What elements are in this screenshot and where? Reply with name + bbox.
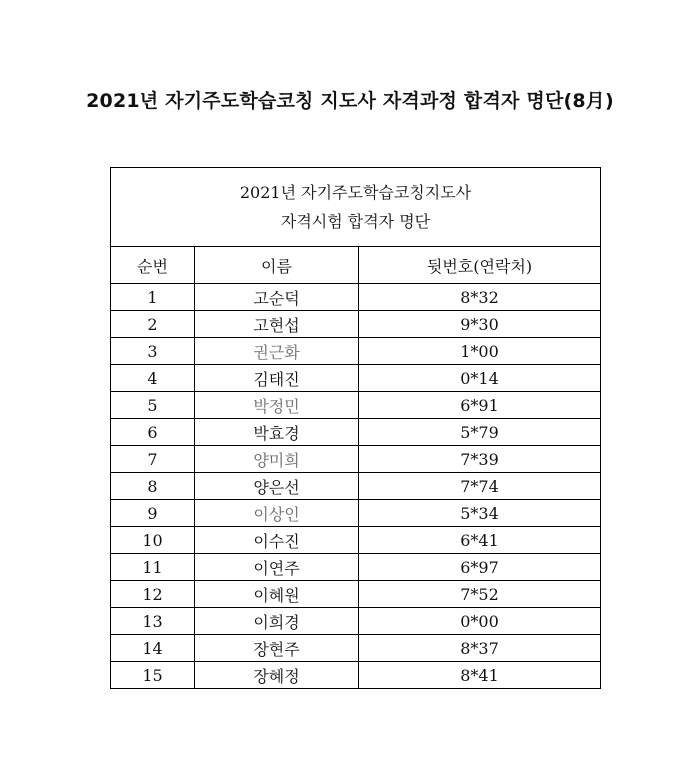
table-caption (111, 168, 601, 247)
cell-name: 고순덕 (195, 284, 359, 311)
column-header-no: 순번 (111, 247, 195, 284)
cell-phone: 0*14 (359, 365, 601, 392)
cell-phone: 0*00 (359, 608, 601, 635)
table-row (111, 635, 601, 662)
cell-phone: 5*79 (359, 419, 601, 446)
table-row (111, 392, 601, 419)
cell-no: 7 (111, 446, 195, 473)
cell-no: 8 (111, 473, 195, 500)
cell-name: 박정민 (195, 392, 359, 419)
cell-name: 이희경 (195, 608, 359, 635)
cell-no: 10 (111, 527, 195, 554)
table-row (111, 554, 601, 581)
cell-phone: 5*34 (359, 500, 601, 527)
cell-no: 13 (111, 608, 195, 635)
cell-no: 3 (111, 338, 195, 365)
cell-phone: 7*74 (359, 473, 601, 500)
cell-phone: 8*37 (359, 635, 601, 662)
cell-phone: 8*32 (359, 284, 601, 311)
table-row (111, 581, 601, 608)
cell-phone: 6*41 (359, 527, 601, 554)
cell-name: 장혜정 (195, 662, 359, 689)
cell-phone: 7*39 (359, 446, 601, 473)
table-caption-line-2: 자격시험 합격자 명단 (280, 212, 431, 231)
cell-no: 4 (111, 365, 195, 392)
table-header-row (111, 247, 601, 284)
cell-name: 이수진 (195, 527, 359, 554)
cell-phone: 7*52 (359, 581, 601, 608)
cell-name: 김태진 (195, 365, 359, 392)
table-row (111, 284, 601, 311)
cell-name: 이연주 (195, 554, 359, 581)
table-row (111, 365, 601, 392)
table-row (111, 446, 601, 473)
cell-no: 2 (111, 311, 195, 338)
cell-phone: 8*41 (359, 662, 601, 689)
cell-no: 9 (111, 500, 195, 527)
cell-no: 5 (111, 392, 195, 419)
passer-list-table (110, 167, 601, 689)
cell-no: 15 (111, 662, 195, 689)
table-row (111, 473, 601, 500)
column-header-phone: 뒷번호(연락처) (359, 247, 601, 284)
page-title: 2021년 자기주도학습코칭 지도사 자격과정 합격자 명단(8月) (86, 90, 614, 112)
cell-phone: 9*30 (359, 311, 601, 338)
column-header-name: 이름 (195, 247, 359, 284)
cell-no: 11 (111, 554, 195, 581)
cell-no: 1 (111, 284, 195, 311)
table-row (111, 311, 601, 338)
table-row (111, 662, 601, 689)
table-row (111, 419, 601, 446)
table-row (111, 527, 601, 554)
table-row (111, 500, 601, 527)
cell-phone: 6*97 (359, 554, 601, 581)
cell-no: 12 (111, 581, 195, 608)
cell-phone: 1*00 (359, 338, 601, 365)
cell-name: 고현섭 (195, 311, 359, 338)
cell-name: 양미희 (195, 446, 359, 473)
cell-name: 이상인 (195, 500, 359, 527)
cell-name: 양은선 (195, 473, 359, 500)
cell-name: 박효경 (195, 419, 359, 446)
table-body (111, 284, 601, 689)
table-caption-line-1: 2021년 자기주도학습코칭지도사 (239, 183, 472, 202)
cell-no: 6 (111, 419, 195, 446)
cell-no: 14 (111, 635, 195, 662)
table-caption-row (111, 168, 601, 247)
cell-name: 장현주 (195, 635, 359, 662)
table-row (111, 338, 601, 365)
table-row (111, 608, 601, 635)
cell-phone: 6*91 (359, 392, 601, 419)
cell-name: 이혜원 (195, 581, 359, 608)
cell-name: 권근화 (195, 338, 359, 365)
